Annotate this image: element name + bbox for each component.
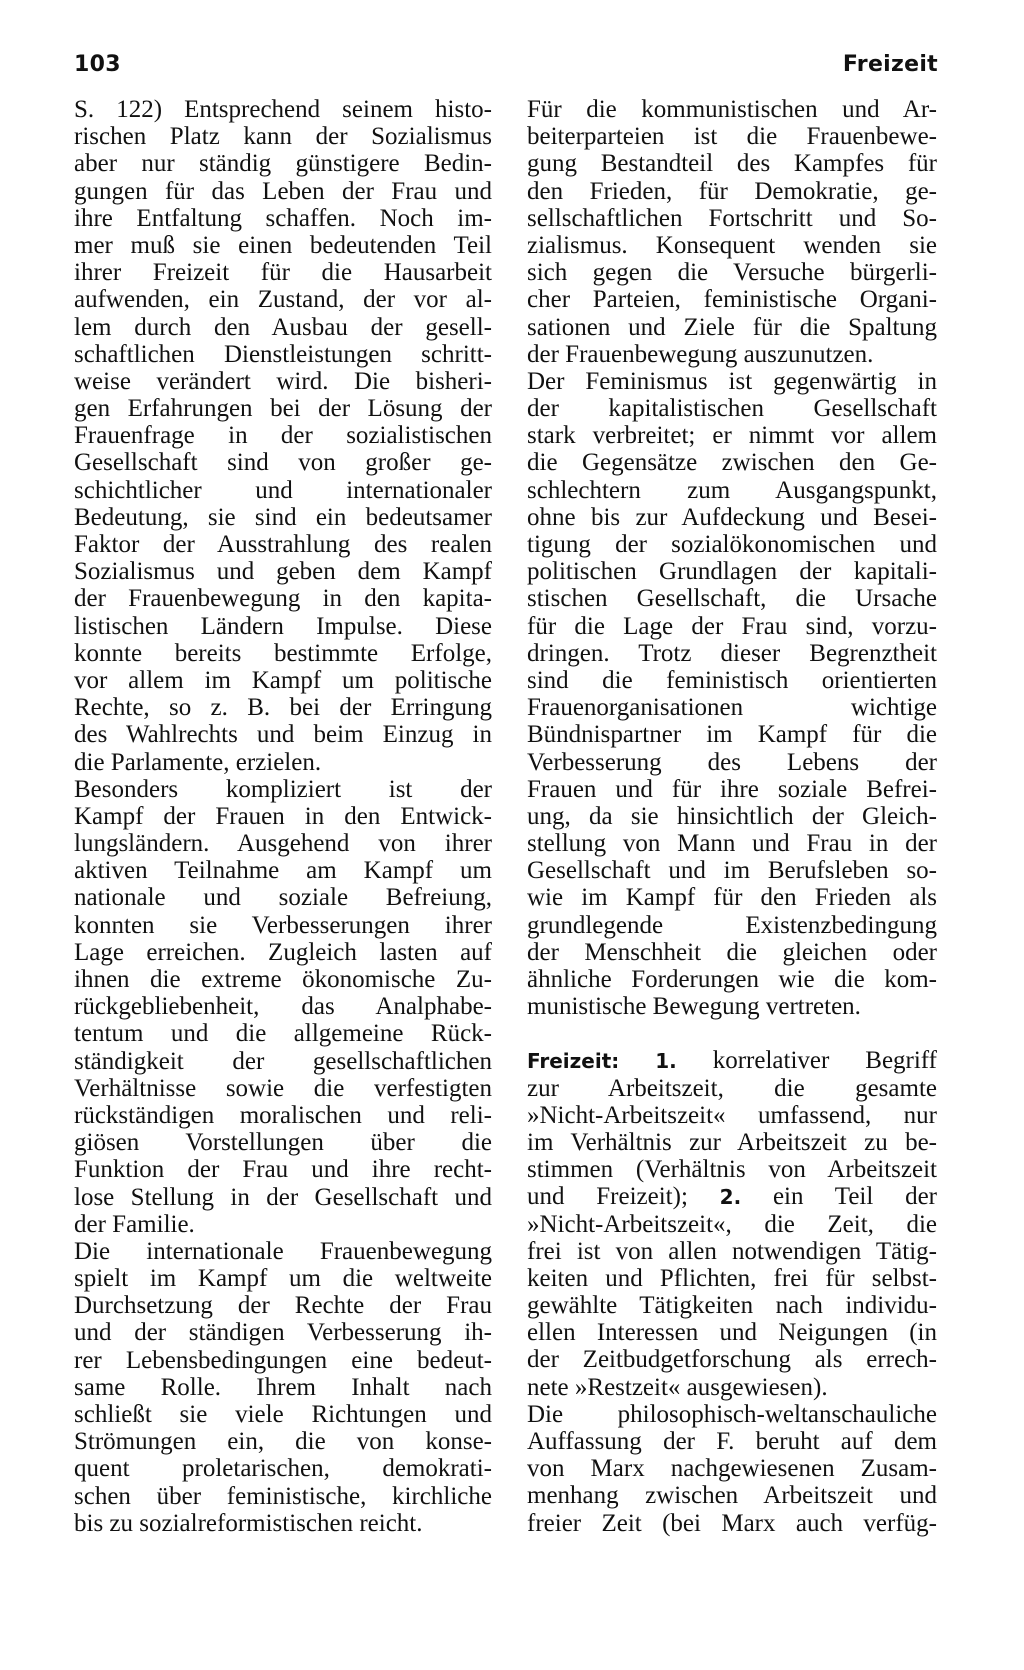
- text-line: Frauen und für ihre soziale Befrei-: [527, 775, 937, 803]
- text-line: Besonders kompliziert ist der: [74, 775, 492, 803]
- text-line: munistische Bewegung vertreten.: [527, 993, 861, 1021]
- text-line: Bedeutung, sie sind ein bedeutsamer: [74, 503, 492, 531]
- text-line: Auffassung der F. beruht auf dem: [527, 1428, 937, 1455]
- text-line: nete »Restzeit« ausgewiesen).: [527, 1373, 828, 1401]
- text-line: Die philosophisch-weltanschauliche: [527, 1400, 937, 1428]
- text-line: ähnliche Forderungen wie die kom-: [527, 966, 937, 993]
- text-line: ständigkeit der gesellschaftlichen: [74, 1047, 492, 1075]
- text-line: listischen Ländern Impulse. Diese: [74, 612, 492, 640]
- text-line: Verhältnisse sowie die verfestigten: [74, 1074, 492, 1102]
- text-line: des Wahlrechts und beim Einzug in: [74, 721, 492, 749]
- text-line: stimmen (Verhältnis von Arbeitszeit: [527, 1156, 937, 1184]
- text-line: zur Arbeitszeit, die gesamte: [527, 1074, 937, 1102]
- right-column-continuation: [527, 96, 937, 1020]
- text-line: vor allem im Kampf um politische: [74, 666, 492, 694]
- text-line: cher Parteien, feministische Organi-: [527, 286, 937, 314]
- text-line: Bündnispartner im Kampf für die: [527, 721, 937, 749]
- text-line: tentum und die allgemeine Rück-: [74, 1020, 492, 1048]
- text-line: schen über feministische, kirchliche: [74, 1482, 492, 1510]
- entry-text-block-a: [527, 1075, 937, 1184]
- text-line: wie im Kampf für den Frieden als: [527, 884, 937, 912]
- text-line: der Frauenbewegung auszunutzen.: [527, 340, 874, 368]
- text-line: Lage erreichen. Zugleich lasten auf: [74, 938, 492, 966]
- text-line: Strömungen ein, die von konse-: [74, 1428, 492, 1456]
- entry-text-line: ein Teil der: [772, 1183, 937, 1211]
- text-line: und der ständigen Verbesserung ih-: [74, 1319, 492, 1347]
- text-line: der Menschheit die gleichen oder: [527, 938, 937, 966]
- sense-number-1: 1.: [655, 1049, 677, 1074]
- text-line: weise verändert wird. Die bisheri-: [74, 367, 492, 395]
- text-line: dringen. Trotz dieser Begrenztheit: [527, 639, 937, 667]
- text-line: aber nur ständig günstigere Bedin-: [74, 150, 492, 178]
- text-line: »Nicht-Arbeitszeit« umfassend, nur: [527, 1101, 937, 1129]
- text-line: lose Stellung in der Gesellschaft und: [74, 1183, 492, 1211]
- text-line: schaftlichen Dienstleistungen schritt-: [74, 340, 492, 368]
- page-number: 103: [74, 52, 121, 77]
- text-line: sich gegen die Versuche bürgerli-: [527, 259, 937, 287]
- text-line: schließt sie viele Richtungen und: [74, 1401, 492, 1428]
- text-line: Der Feminismus ist gegenwärtig in: [527, 367, 937, 395]
- text-line: der Familie.: [74, 1210, 195, 1238]
- text-line: grundlegende Existenzbedingung: [527, 911, 937, 939]
- text-line: same Rolle. Ihrem Inhalt nach: [74, 1373, 492, 1401]
- text-line: Gesellschaft sind von großer ge-: [74, 449, 492, 477]
- text-line: »Nicht-Arbeitszeit«, die Zeit, die: [527, 1210, 937, 1238]
- text-line: rückgebliebenheit, das Analphabe-: [74, 993, 492, 1021]
- text-line: Rechte, so z. B. bei der Erringung: [74, 694, 492, 722]
- entry-sense-2-line: [527, 1183, 937, 1210]
- text-line: aktiven Teilnahme am Kampf um: [74, 857, 492, 885]
- entry-text-line: und Freizeit);: [527, 1183, 688, 1211]
- text-line: die Gegensätze zwischen den Ge-: [527, 449, 937, 477]
- left-column: [74, 96, 492, 1537]
- text-line: gungen für das Leben der Frau und: [74, 177, 492, 205]
- text-line: mer muß sie einen bedeutenden Teil: [74, 231, 492, 259]
- text-line: ung, da sie hinsichtlich der Gleich-: [527, 802, 937, 830]
- text-line: von Marx nachgewiesenen Zusam-: [527, 1455, 937, 1483]
- text-line: gung Bestandteil des Kampfes für: [527, 150, 937, 178]
- text-line: Die internationale Frauenbewegung: [74, 1237, 492, 1265]
- text-line: konnte bereits bestimmte Erfolge,: [74, 639, 492, 667]
- text-line: quent proletarischen, demokrati-: [74, 1455, 492, 1483]
- right-column: [527, 96, 937, 1537]
- text-line: Frauenorganisationen wichtige: [527, 694, 937, 722]
- text-line: lungsländern. Ausgehend von ihrer: [74, 830, 492, 858]
- page-header: [74, 52, 938, 82]
- text-line: Sozialismus und geben dem Kampf: [74, 558, 492, 586]
- running-head: Freizeit: [842, 52, 938, 77]
- text-line: im Verhältnis zur Arbeitszeit zu be-: [527, 1128, 937, 1156]
- text-line: Kampf der Frauen in den Entwick-: [74, 802, 492, 830]
- text-line: Funktion der Frau und ihre recht-: [74, 1156, 492, 1184]
- text-line: stellung von Mann und Frau in der: [527, 830, 937, 858]
- dictionary-entry: [527, 1047, 937, 1536]
- text-line: S. 122) Entsprechend seinem histo-: [74, 96, 492, 123]
- entry-text-line: korrelativer Begriff: [712, 1047, 938, 1075]
- entry-first-line: [527, 1047, 937, 1074]
- text-line: politischen Grundlagen der kapitali-: [527, 558, 937, 586]
- text-line: der Zeitbudgetforschung als errech-: [527, 1346, 937, 1374]
- text-line: konnten sie Verbesserungen ihrer: [74, 911, 492, 939]
- text-line: nationale und soziale Befreiung,: [74, 884, 492, 912]
- text-line: rer Lebensbedingungen eine bedeut-: [74, 1346, 492, 1374]
- text-line: stischen Gesellschaft, die Ursache: [527, 585, 937, 613]
- text-line: aufwenden, ein Zustand, der vor al-: [74, 286, 492, 314]
- text-line: sind die feministisch orientierten: [527, 666, 937, 694]
- text-line: Frauenfrage in der sozialistischen: [74, 422, 492, 450]
- text-line: ohne bis zur Aufdeckung und Besei-: [527, 503, 937, 531]
- text-line: den Frieden, für Demokratie, ge-: [527, 177, 937, 205]
- text-line: schlechtern zum Ausgangspunkt,: [527, 476, 937, 504]
- sense-number-2: 2.: [719, 1185, 742, 1210]
- text-line: für die Lage der Frau sind, vorzu-: [527, 612, 937, 640]
- text-line: freier Zeit (bei Marx auch verfüg-: [527, 1509, 937, 1537]
- text-line: Durchsetzung der Rechte der Frau: [74, 1292, 492, 1320]
- text-line: schichtlicher und internationaler: [74, 476, 492, 504]
- text-line: zialismus. Konsequent wenden sie: [527, 231, 937, 259]
- text-line: beiterparteien ist die Frauenbewe-: [527, 123, 937, 151]
- text-line: frei ist von allen notwendigen Tätig-: [527, 1237, 937, 1265]
- paragraph-gap: [527, 1020, 937, 1047]
- text-line: der kapitalistischen Gesellschaft: [527, 395, 937, 423]
- text-line: der Frauenbewegung in den kapita-: [74, 585, 492, 613]
- text-line: keiten und Pflichten, frei für selbst-: [527, 1264, 937, 1292]
- text-line: ihre Entfaltung schaffen. Noch im-: [74, 204, 492, 232]
- text-line: Verbesserung des Lebens der: [527, 748, 937, 776]
- text-line: ihrer Freizeit für die Hausarbeit: [74, 259, 492, 287]
- text-line: gen Erfahrungen bei der Lösung der: [74, 395, 492, 423]
- entry-lemma: Freizeit:: [527, 1049, 620, 1074]
- text-line: spielt im Kampf um die weltweite: [74, 1265, 492, 1293]
- text-line: lem durch den Ausbau der gesell-: [74, 313, 492, 341]
- text-line: Faktor der Ausstrahlung des realen: [74, 531, 492, 558]
- text-line: bis zu sozialreformistischen reicht.: [74, 1509, 423, 1537]
- text-line: tigung der sozialökonomischen und: [527, 531, 937, 558]
- entry-text-block-b: [527, 1211, 937, 1537]
- text-line: rückständigen moralischen und reli-: [74, 1101, 492, 1129]
- text-line: gewählte Tätigkeiten nach individu-: [527, 1292, 937, 1320]
- text-line: giösen Vorstellungen über die: [74, 1129, 492, 1157]
- text-line: Gesellschaft und im Berufsleben so-: [527, 857, 937, 885]
- text-line: die Parlamente, erzielen.: [74, 748, 322, 776]
- text-line: sationen und Ziele für die Spaltung: [527, 313, 937, 341]
- text-line: menhang zwischen Arbeitszeit und: [527, 1482, 937, 1510]
- text-line: sellschaftlichen Fortschritt und So-: [527, 204, 937, 232]
- text-line: Für die kommunistischen und Ar-: [527, 96, 937, 123]
- text-line: rischen Platz kann der Sozialismus: [74, 123, 492, 151]
- text-line: stark verbreitet; er nimmt vor allem: [527, 422, 937, 450]
- text-line: ellen Interessen und Neigungen (in: [527, 1319, 937, 1347]
- text-line: ihnen die extreme ökonomische Zu-: [74, 966, 492, 993]
